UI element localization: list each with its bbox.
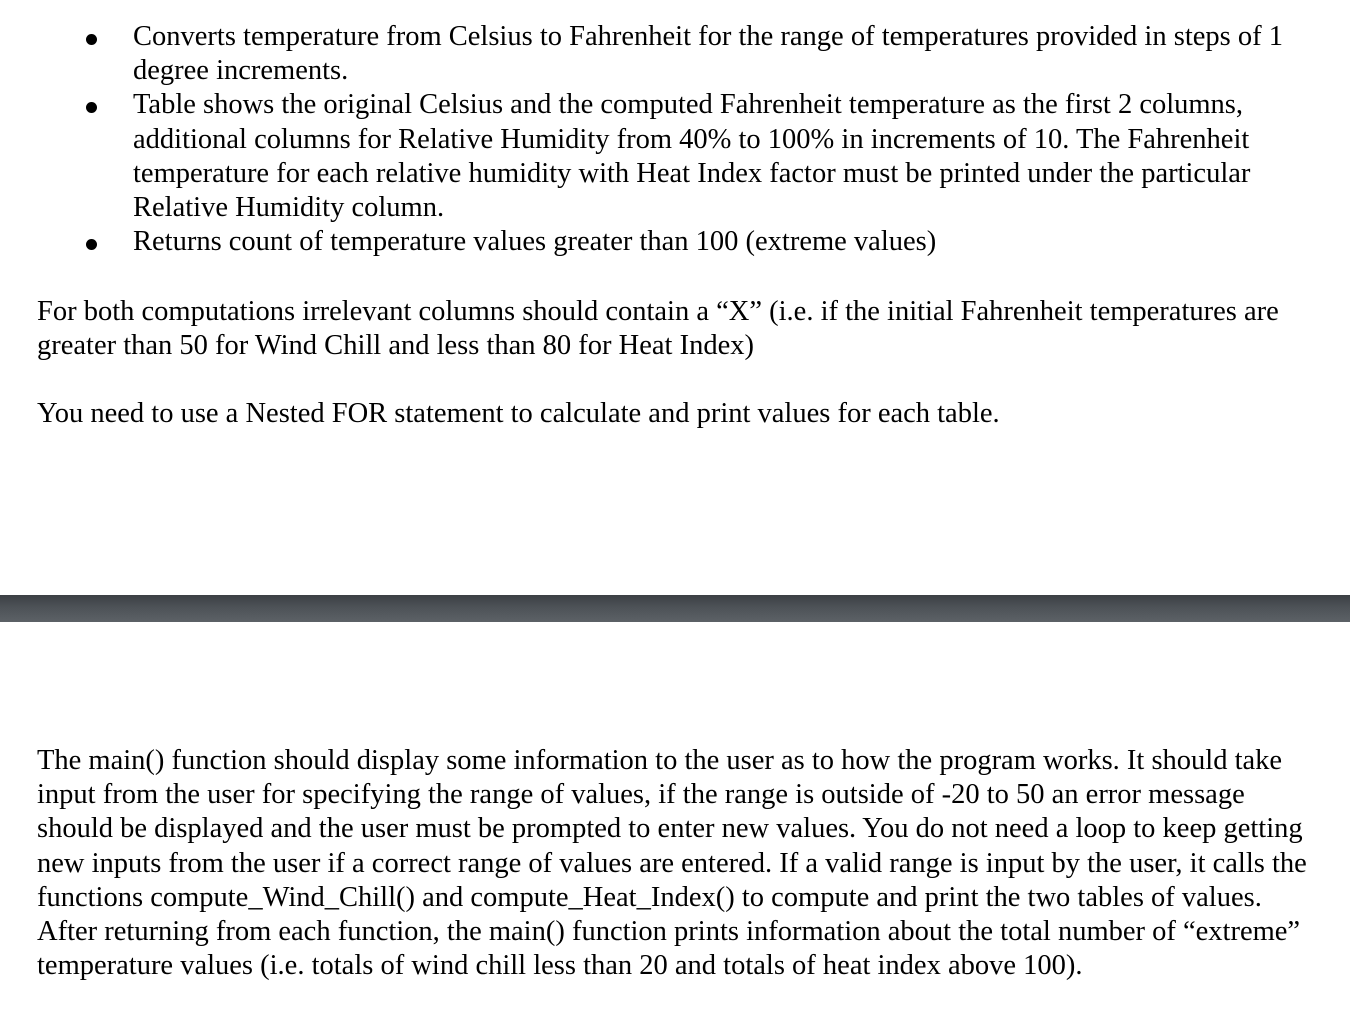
requirements-bullet-list bbox=[0, 20, 1293, 259]
bullet-text: Converts temperature from Celsius to Fahrenheit for the range of temperatures provided in steps of 1 degree increments. bbox=[133, 21, 1283, 87]
bullet-item-returns bbox=[0, 225, 1293, 259]
bullet-icon bbox=[86, 34, 97, 45]
bullet-icon bbox=[86, 102, 97, 113]
bullet-item-table bbox=[0, 88, 1293, 225]
document-page-lower bbox=[0, 622, 1350, 1022]
nested-for-paragraph: You need to use a Nested FOR statement to calculate and print values for each table. bbox=[37, 398, 1000, 429]
bullet-icon bbox=[86, 239, 97, 250]
main-function-paragraph: The main() function should display some information to the user as to how the program works. It should take input from the user for specifying the range of values, if the range is outside of -20 to 50 an error message should be displayed and the user must be prompted to enter new values. You do not need a loop to keep getting new inputs from the user if a correct range of values are entered. If a valid range is input by the user, it calls the functions compute_Wind_Chill() and compute_Heat_Index() to compute and print the two tables of values. After returning from each function, the main() function prints information about the total number of “extreme” temperature values (i.e. totals of wind chill less than 20 and totals of heat index above 100). bbox=[37, 745, 1307, 982]
bullet-text: Returns count of temperature values greater than 100 (extreme values) bbox=[133, 226, 937, 258]
bullet-text: Table shows the original Celsius and the computed Fahrenheit temperature as the first 2 columns, additional columns for Relative Humidity from 40% to 100% in increments of 10. The Fahrenheit temperature for each relative humidity with Heat Index factor must be printed under the particular Relative Humidity column. bbox=[133, 89, 1251, 224]
bullet-item-convert bbox=[0, 20, 1293, 88]
page-break-divider bbox=[0, 595, 1350, 622]
irrelevant-columns-paragraph: For both computations irrelevant columns should contain a “X” (i.e. if the initial Fahrenheit temperatures are greater than 50 for Wind Chill and less than 80 for Heat Index) bbox=[37, 296, 1279, 362]
